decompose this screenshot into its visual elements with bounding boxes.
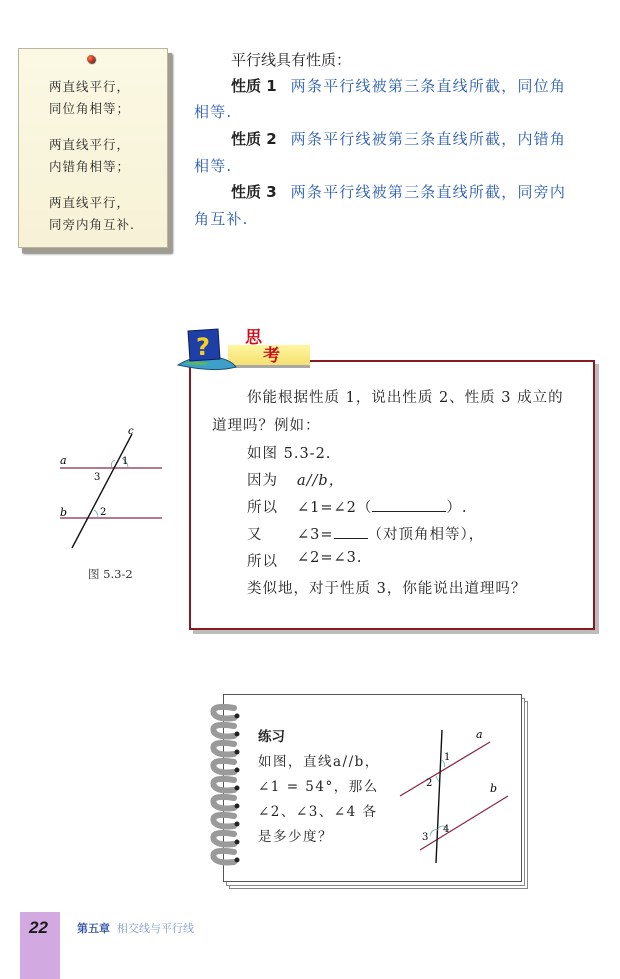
think-step-prefix: 所以 xyxy=(247,500,278,516)
properties-intro: 平行线具有性质： xyxy=(231,51,352,69)
pushpin-icon xyxy=(87,55,95,63)
think-step-body: ∠2=∠3. xyxy=(297,550,363,566)
exercise-figure xyxy=(390,720,520,870)
think-step-prefix: 所以 xyxy=(247,554,278,570)
property-3 xyxy=(231,177,566,207)
property-text-cont: 相等. xyxy=(194,157,233,175)
property-label: 性质 2 xyxy=(231,130,277,148)
exercise-line: 如图，直线a//b， xyxy=(258,754,380,770)
property-label: 性质 3 xyxy=(231,183,277,201)
svg-text:?: ? xyxy=(196,333,210,361)
figure-caption: 图 5.3-2 xyxy=(88,567,133,581)
chapter-title: 相交线与平行线 xyxy=(117,922,194,935)
note-line: 同位角相等； xyxy=(49,101,131,116)
property-text: 两条平行线被第三条直线所截，同位角 xyxy=(290,77,567,95)
note-line: 同旁内角互补. xyxy=(49,217,135,232)
property-3-cont xyxy=(194,204,249,234)
think-title-char: 考 xyxy=(263,346,280,366)
think-step-line xyxy=(297,496,468,517)
exercise-line: ∠2、∠3、∠4 各 xyxy=(258,804,378,820)
property-2-cont xyxy=(194,151,232,181)
line-label-c: c xyxy=(128,426,134,437)
angle-label-2: 2 xyxy=(100,507,107,518)
think-step-body: a//b， xyxy=(297,473,345,489)
property-2 xyxy=(231,124,566,154)
think-closing: 类似地，对于性质 3，你能说出道理吗？ xyxy=(247,581,527,597)
think-step: 如图 5.3-2. xyxy=(247,446,332,462)
property-text: 两条平行线被第三条直线所截，内错角 xyxy=(290,130,567,148)
think-step-body: ∠3= xyxy=(297,527,334,543)
exercise-line: ∠1 = 54°，那么 xyxy=(258,779,379,795)
angle-label-1: 1 xyxy=(444,752,451,763)
angle-label-1: 1 xyxy=(122,456,129,467)
answer-blank[interactable] xyxy=(372,497,446,512)
angle-label-3: 3 xyxy=(94,472,101,483)
line-label-a: a xyxy=(60,454,67,467)
exercise-line: 是多少度？ xyxy=(258,829,333,845)
property-1-cont xyxy=(194,97,232,127)
answer-blank[interactable] xyxy=(334,524,368,539)
think-step-prefix: 又 xyxy=(247,527,263,543)
angle-label-3: 3 xyxy=(422,832,429,843)
think-step-after: （对顶角相等）， xyxy=(367,527,485,543)
note-line: 两直线平行， xyxy=(49,195,131,210)
think-para-line: 道理吗？例如： xyxy=(212,418,321,434)
line-label-b: b xyxy=(60,506,68,519)
property-text: 两条平行线被第三条直线所截，同旁内 xyxy=(290,183,567,201)
chapter-label: 第五章 xyxy=(77,922,110,935)
sticky-note xyxy=(18,48,168,248)
think-step-line xyxy=(297,523,484,544)
think-para-line: 你能根据性质 1，说出性质 2、性质 3 成立的 xyxy=(247,390,564,406)
property-text-cont: 相等. xyxy=(194,103,233,121)
property-label: 性质 1 xyxy=(231,77,277,95)
note-line: 两直线平行， xyxy=(49,137,131,152)
page-number: 22 xyxy=(29,918,48,937)
think-step-body: ∠1=∠2（ xyxy=(297,500,373,516)
angle-label-4: 4 xyxy=(443,824,450,835)
line-label-a: a xyxy=(476,728,483,741)
note-line: 内错角相等； xyxy=(49,159,131,174)
property-text-cont: 角互补. xyxy=(194,210,249,228)
think-title-char: 思 xyxy=(245,328,262,348)
think-step-after: ）. xyxy=(446,500,468,516)
exercise-title: 练习 xyxy=(258,729,285,745)
property-1 xyxy=(231,71,566,101)
note-line: 两直线平行， xyxy=(49,79,131,94)
figure-5-3-2 xyxy=(50,420,170,560)
line-label-b: b xyxy=(490,782,498,795)
angle-label-2: 2 xyxy=(426,778,433,789)
think-step-prefix: 因为 xyxy=(247,473,278,489)
spiral-binding-icon xyxy=(204,700,246,870)
question-mark-icon xyxy=(174,327,238,373)
